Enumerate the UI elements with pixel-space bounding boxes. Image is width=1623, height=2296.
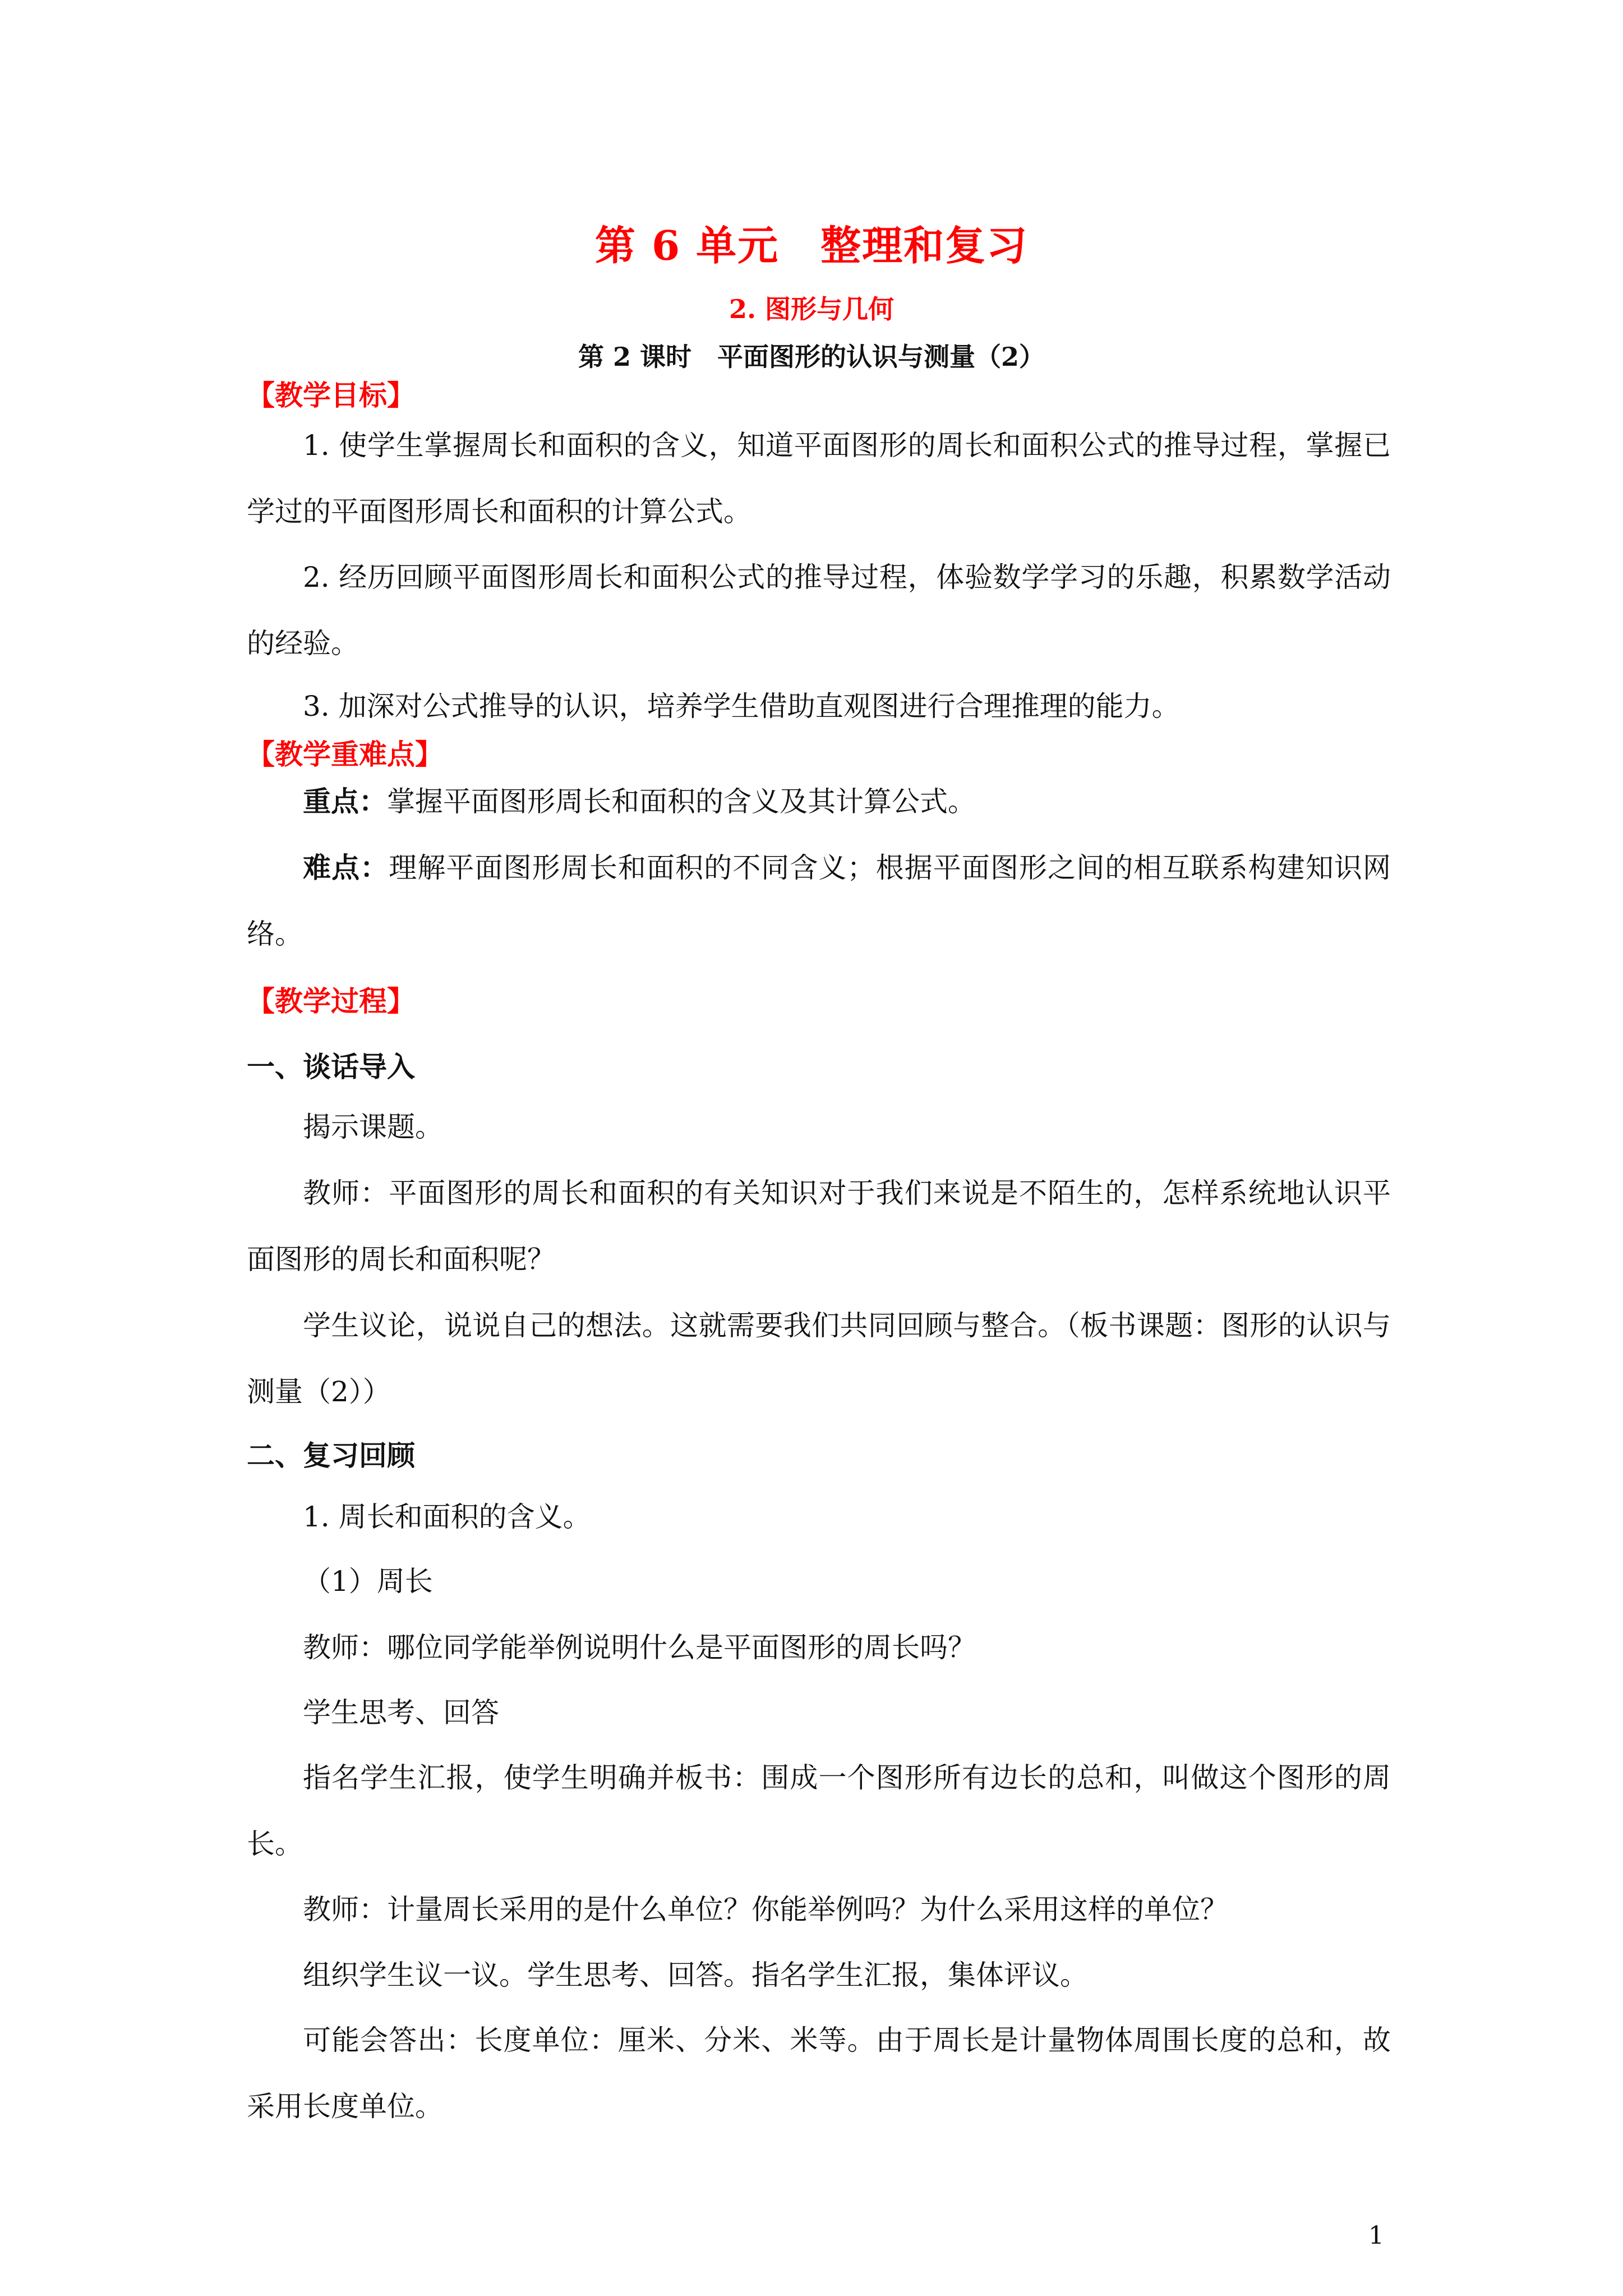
key-point-text: 掌握平面图形周长和面积的含义及其计算公式。 <box>387 785 976 818</box>
page-number: 1 <box>1368 2221 1384 2250</box>
key-difficult-section-tag: 【教学重难点】 <box>247 738 443 771</box>
part-2-paragraph-4: 学生思考、回答 <box>303 1696 499 1729</box>
goal-3-paragraph: 3. 加深对公式推导的认识，培养学生借助直观图进行合理推理的能力。 <box>303 690 1180 723</box>
part-2-paragraph-2: （1）周长 <box>303 1565 433 1598</box>
part-1-paragraph-2: 教师：平面图形的周长和面积的有关知识对于我们来说是不陌生的，怎样系统地认识平面图形的周长和面积呢？ <box>247 1177 1391 1276</box>
goals-section-tag: 【教学目标】 <box>247 379 415 412</box>
part-1-paragraph-1: 揭示课题。 <box>303 1111 443 1143</box>
process-section-tag: 【教学过程】 <box>247 984 415 1018</box>
part-2-paragraph-7: 组织学生议一议。学生思考、回答。指名学生汇报，集体评议。 <box>303 1959 1088 1991</box>
difficult-point-text: 理解平面图形周长和面积的不同含义；根据平面图形之间的相互联系构建知识网络。 <box>247 852 1391 950</box>
part-2-paragraph-8: 可能会答出：长度单位：厘米、分米、米等。由于周长是计量物体周围长度的总和，故采用长度单位。 <box>247 2024 1391 2123</box>
key-point-label: 重点： <box>303 785 387 818</box>
difficult-point-label: 难点： <box>303 851 389 884</box>
part-1-paragraph-3: 学生议论，说说自己的想法。这就需要我们共同回顾与整合。（板书课题：图形的认识与测量（2）） <box>247 1309 1391 1408</box>
part-1-heading: 一、谈话导入 <box>247 1050 415 1083</box>
part-2-paragraph-5: 指名学生汇报，使学生明确并板书：围成一个图形所有边长的总和，叫做这个图形的周长。 <box>247 1761 1391 1860</box>
lesson-title: 第 2 课时 平面图形的认识与测量（2） <box>578 342 1045 372</box>
document-title: 第 6 单元 整理和复习 <box>594 222 1029 269</box>
key-point-paragraph <box>247 769 1391 835</box>
difficult-point-paragraph <box>247 835 1391 967</box>
part-2-heading: 二、复习回顾 <box>247 1439 415 1472</box>
part-2-paragraph-6: 教师：计量周长采用的是什么单位？你能举例吗？为什么采用这样的单位？ <box>303 1893 1228 1926</box>
part-2-paragraph-1: 1. 周长和面积的含义。 <box>303 1501 591 1533</box>
document-subtitle: 2. 图形与几何 <box>728 294 895 324</box>
part-2-paragraph-3: 教师：哪位同学能举例说明什么是平面图形的周长吗？ <box>303 1631 976 1664</box>
goal-1-paragraph: 1. 使学生掌握周长和面积的含义，知道平面图形的周长和面积公式的推导过程，掌握已学过的平面图形周长和面积的计算公式。 <box>247 429 1391 528</box>
goal-2-paragraph: 2. 经历回顾平面图形周长和面积公式的推导过程，体验数学学习的乐趣，积累数学活动的经验。 <box>247 561 1391 660</box>
